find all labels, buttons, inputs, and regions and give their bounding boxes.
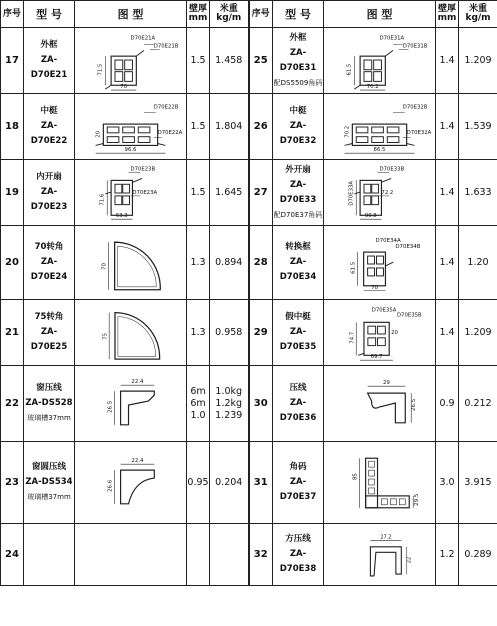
- dimension-label: 86.5: [373, 146, 386, 153]
- dimension-label: 96.6: [124, 146, 137, 153]
- dimension-label: 71.5: [97, 63, 104, 76]
- profile-section-drawing: [75, 367, 186, 441]
- model-cell: [24, 226, 75, 300]
- dimension-label: 22.4: [131, 457, 144, 464]
- profile-name: 方压线: [285, 534, 311, 544]
- profile-section-drawing: [75, 227, 186, 299]
- dimension-label: D70E31B: [402, 42, 428, 49]
- profile-name: 外框: [40, 40, 58, 50]
- dimension-label: 22: [406, 556, 413, 563]
- model-cell: [273, 442, 324, 524]
- profile-figure: [75, 366, 187, 442]
- thickness-value: 1.4: [439, 256, 455, 268]
- model-cell: [24, 366, 75, 442]
- dimension-label: 27.2: [380, 534, 392, 541]
- model-cell: [273, 94, 324, 160]
- thickness-cell: [436, 94, 459, 160]
- model-cell: [24, 300, 75, 366]
- profile-section-drawing: [324, 443, 435, 523]
- profile-figure: [75, 524, 187, 586]
- thickness-value: 1.0: [190, 409, 206, 421]
- row-number: 26: [249, 94, 273, 160]
- header-no-right: 序号: [249, 1, 273, 28]
- weight-cell: [459, 226, 497, 300]
- thickness-value: 0.9: [439, 397, 455, 409]
- profile-figure: [324, 94, 436, 160]
- thickness-value: 1.3: [190, 326, 206, 338]
- profile-section-drawing: [75, 443, 186, 523]
- profile-name: 70转角: [34, 242, 64, 252]
- profile-name: 中梃: [40, 106, 58, 116]
- dimension-label: 70.2: [366, 83, 379, 90]
- thickness-cell: [436, 524, 459, 586]
- table-row: [1, 226, 497, 300]
- header-row: [1, 1, 497, 28]
- dimension-label: 70.2: [344, 125, 351, 138]
- row-number: 25: [249, 28, 273, 94]
- table-row: [1, 94, 497, 160]
- thickness-cell: [187, 366, 210, 442]
- profile-code: ZA-D70E36: [279, 398, 317, 423]
- table-row: [1, 524, 497, 586]
- profile-name: 窗圆压线: [31, 462, 66, 472]
- weight-cell: [459, 28, 497, 94]
- model-cell: [24, 442, 75, 524]
- dimension-label: D70E23B: [130, 166, 156, 173]
- model-cell: [273, 28, 324, 94]
- row-number: 27: [249, 160, 273, 226]
- profile-section-drawing: [324, 29, 435, 93]
- weight-cell: [459, 524, 497, 586]
- thickness-value: 6m: [190, 385, 206, 397]
- dimension-label: 70: [120, 83, 128, 90]
- profile-code: ZA-D70E34: [279, 257, 317, 282]
- thickness-cell: [187, 160, 210, 226]
- dimension-label: 71.6: [99, 193, 106, 206]
- model-cell: [24, 160, 75, 226]
- profile-figure: [75, 160, 187, 226]
- weight-value: 3.915: [464, 476, 492, 488]
- profile-name: 假中梃: [285, 312, 311, 322]
- profile-figure: [324, 366, 436, 442]
- weight-cell: [210, 226, 249, 300]
- dimension-label: 26.5: [107, 400, 114, 413]
- profile-name: 窗压线: [36, 383, 62, 393]
- weight-value: 1.0kg: [215, 385, 243, 397]
- weight-cell: [459, 160, 497, 226]
- profile-name: 75转角: [34, 312, 64, 322]
- row-number: 18: [1, 94, 24, 160]
- table-row: [1, 442, 497, 524]
- dimension-label: 29.5: [414, 493, 421, 506]
- dimension-label: 29: [382, 379, 390, 386]
- weight-value: 1.209: [464, 54, 492, 66]
- profile-section-drawing: [324, 367, 435, 441]
- dimension-label: D70E34A: [375, 237, 401, 244]
- model-cell: [273, 300, 324, 366]
- thickness-cell: [436, 300, 459, 366]
- weight-value: 0.894: [215, 256, 243, 268]
- weight-cell: [210, 94, 249, 160]
- profile-figure: [75, 226, 187, 300]
- dimension-label: 63.3: [115, 212, 128, 219]
- profile-code: ZA-D70E38: [279, 549, 317, 574]
- thickness-value: 1.5: [190, 186, 206, 198]
- thickness-cell: [187, 28, 210, 94]
- dimension-label: 70: [101, 262, 108, 270]
- profile-code: ZA-D70E21: [30, 55, 68, 80]
- dimension-label: D70E35A: [371, 307, 397, 314]
- row-number: 23: [1, 442, 24, 524]
- thickness-value: 1.4: [439, 120, 455, 132]
- dimension-label: D70E22A: [157, 129, 183, 136]
- dimension-label: 70: [371, 284, 379, 291]
- thickness-value: 1.4: [439, 326, 455, 338]
- dimension-label: 85: [352, 472, 359, 480]
- profile-rows: [1, 28, 497, 586]
- row-number: 31: [249, 442, 273, 524]
- profile-figure: [324, 226, 436, 300]
- weight-value: 1.633: [464, 186, 492, 198]
- dimension-label: D70E33B: [379, 166, 405, 173]
- profile-section-drawing: [324, 525, 435, 585]
- weight-value: 0.212: [464, 397, 492, 409]
- profile-code: ZA-D70E35: [279, 327, 317, 352]
- dimension-label: 90.8: [364, 212, 377, 219]
- weight-cell: [210, 366, 249, 442]
- thickness-cell: [187, 226, 210, 300]
- row-number: 17: [1, 28, 24, 94]
- weight-cell: [210, 442, 249, 524]
- thickness-value: 1.3: [190, 256, 206, 268]
- dimension-label: D70E35B: [396, 312, 422, 319]
- weight-value: 0.289: [464, 548, 492, 560]
- profile-section-drawing: [75, 29, 186, 93]
- profile-section-drawing: [324, 227, 435, 299]
- profile-code: ZA-D70E22: [30, 121, 68, 146]
- header-weight-right: 米重 kg/m: [459, 1, 497, 28]
- header-model-left: 型 号: [24, 1, 75, 28]
- profile-figure: [324, 160, 436, 226]
- profile-section-drawing: [324, 95, 435, 159]
- dimension-label: 22.4: [131, 378, 144, 385]
- table-row: [1, 160, 497, 226]
- row-number: 21: [1, 300, 24, 366]
- weight-value: 1.539: [464, 120, 492, 132]
- weight-cell: [459, 366, 497, 442]
- profile-name: 压线: [289, 383, 307, 393]
- dimension-label: 26.6: [107, 479, 114, 492]
- thickness-value: 1.4: [439, 54, 455, 66]
- dimension-label: 26.5: [411, 398, 418, 411]
- dimension-label: 61.5: [350, 261, 357, 274]
- thickness-value: 0.95: [187, 476, 209, 488]
- dimension-label: D70E21A: [130, 35, 156, 42]
- weight-cell: [210, 524, 249, 586]
- dimension-label: D70E31A: [379, 35, 405, 42]
- dimension-label: 74.7: [349, 331, 356, 344]
- dimension-label: 72.2: [381, 189, 394, 196]
- profile-note: 玻璃槽37mm: [27, 414, 71, 422]
- profile-figure: [75, 94, 187, 160]
- weight-value: 1.239: [215, 409, 243, 421]
- weight-value: 1.645: [215, 186, 243, 198]
- profile-note: 配D70E37角码: [273, 210, 323, 219]
- model-cell: [24, 28, 75, 94]
- profile-section-drawing: [75, 95, 186, 159]
- dimension-label: D70E21B: [153, 42, 179, 49]
- weight-cell: [459, 94, 497, 160]
- header-thickness-left: 壁厚 mm: [187, 1, 210, 28]
- weight-cell: [210, 300, 249, 366]
- thickness-cell: [436, 160, 459, 226]
- profile-section-drawing: [75, 525, 186, 585]
- profile-figure: [324, 300, 436, 366]
- profile-name: 外开扇: [285, 164, 311, 175]
- profile-section-drawing: [324, 301, 435, 365]
- dimension-label: 75: [102, 332, 109, 340]
- profile-code: ZA-D70E23: [30, 187, 68, 212]
- profile-name: 角码: [289, 462, 307, 472]
- header-thickness-right: 壁厚 mm: [436, 1, 459, 28]
- thickness-value: 3.0: [439, 476, 455, 488]
- profile-code: ZA-D70E24: [30, 257, 68, 282]
- thickness-value: 1.5: [190, 54, 206, 66]
- profile-code: ZA-D70E33: [279, 179, 317, 205]
- weight-value: 1.209: [464, 326, 492, 338]
- thickness-cell: [187, 300, 210, 366]
- dimension-label: 20: [95, 130, 102, 138]
- weight-cell: [210, 28, 249, 94]
- thickness-cell: [187, 94, 210, 160]
- table-row: [1, 28, 497, 94]
- dimension-label: D70E33A: [348, 180, 355, 206]
- thickness-value: 1.4: [439, 186, 455, 198]
- header-no-left: 序号: [1, 1, 24, 28]
- profile-code: ZA-DS528: [25, 398, 73, 408]
- profile-figure: [324, 524, 436, 586]
- thickness-cell: [187, 442, 210, 524]
- model-cell: [273, 524, 324, 586]
- row-number: 30: [249, 366, 273, 442]
- profile-figure: [324, 28, 436, 94]
- row-number: 20: [1, 226, 24, 300]
- profile-note: 配DS5509角码: [273, 78, 323, 87]
- model-cell: [24, 94, 75, 160]
- table-row: [1, 366, 497, 442]
- weight-value: 0.204: [215, 476, 243, 488]
- profile-code: ZA-DS534: [25, 477, 73, 487]
- profile-name: 中梃: [289, 106, 307, 116]
- header-figure-right: 图 型: [324, 1, 436, 28]
- dimension-label: 69.7: [370, 353, 383, 360]
- thickness-value: 6m: [190, 397, 206, 409]
- profile-figure: [75, 300, 187, 366]
- row-number: 19: [1, 160, 24, 226]
- profile-name: 转换框: [285, 242, 311, 252]
- profile-section-drawing: [75, 301, 186, 365]
- header-weight-left: 米重 kg/m: [210, 1, 249, 28]
- profile-note: 玻璃槽37mm: [27, 493, 71, 501]
- profile-code: ZA-D70E32: [279, 121, 317, 146]
- dimension-label: 61.5: [346, 63, 353, 76]
- dimension-label: D70E34B: [395, 243, 421, 250]
- thickness-value: 1.5: [190, 120, 206, 132]
- weight-value: 1.804: [215, 120, 243, 132]
- thickness-cell: [436, 442, 459, 524]
- profile-section-drawing: [324, 161, 435, 225]
- dimension-label: D70E32B: [402, 104, 428, 111]
- weight-cell: [459, 442, 497, 524]
- profile-figure: [324, 442, 436, 524]
- profile-code: ZA-D70E37: [279, 477, 317, 502]
- weight-value: 1.2kg: [215, 397, 243, 409]
- weight-value: 0.958: [215, 326, 243, 338]
- profile-figure: [75, 442, 187, 524]
- row-number: 29: [249, 300, 273, 366]
- thickness-cell: [436, 366, 459, 442]
- thickness-value: 1.2: [439, 548, 455, 560]
- dimension-label: D70E23A: [132, 189, 158, 196]
- row-number: 28: [249, 226, 273, 300]
- header-model-right: 型 号: [273, 1, 324, 28]
- dimension-label: 20: [391, 329, 398, 336]
- profile-name: 内开扇: [36, 172, 62, 182]
- profile-section-drawing: [75, 161, 186, 225]
- model-cell: [24, 524, 75, 586]
- model-cell: [273, 160, 324, 226]
- weight-cell: [210, 160, 249, 226]
- model-cell: [273, 226, 324, 300]
- profile-figure: [75, 28, 187, 94]
- row-number: 24: [1, 524, 24, 586]
- row-number: 32: [249, 524, 273, 586]
- profile-name: 外框: [289, 32, 307, 43]
- dimension-label: D70E22B: [153, 104, 179, 111]
- model-cell: [273, 366, 324, 442]
- weight-value: 1.20: [467, 256, 489, 268]
- table-row: [1, 300, 497, 366]
- header-figure-left: 图 型: [75, 1, 187, 28]
- thickness-cell: [187, 524, 210, 586]
- weight-value: 1.458: [215, 54, 243, 66]
- thickness-cell: [436, 226, 459, 300]
- row-number: 22: [1, 366, 24, 442]
- weight-cell: [459, 300, 497, 366]
- profile-code: ZA-D70E25: [30, 327, 68, 352]
- thickness-cell: [436, 28, 459, 94]
- dimension-label: D70E32A: [406, 129, 432, 136]
- profile-code: ZA-D70E31: [279, 47, 317, 73]
